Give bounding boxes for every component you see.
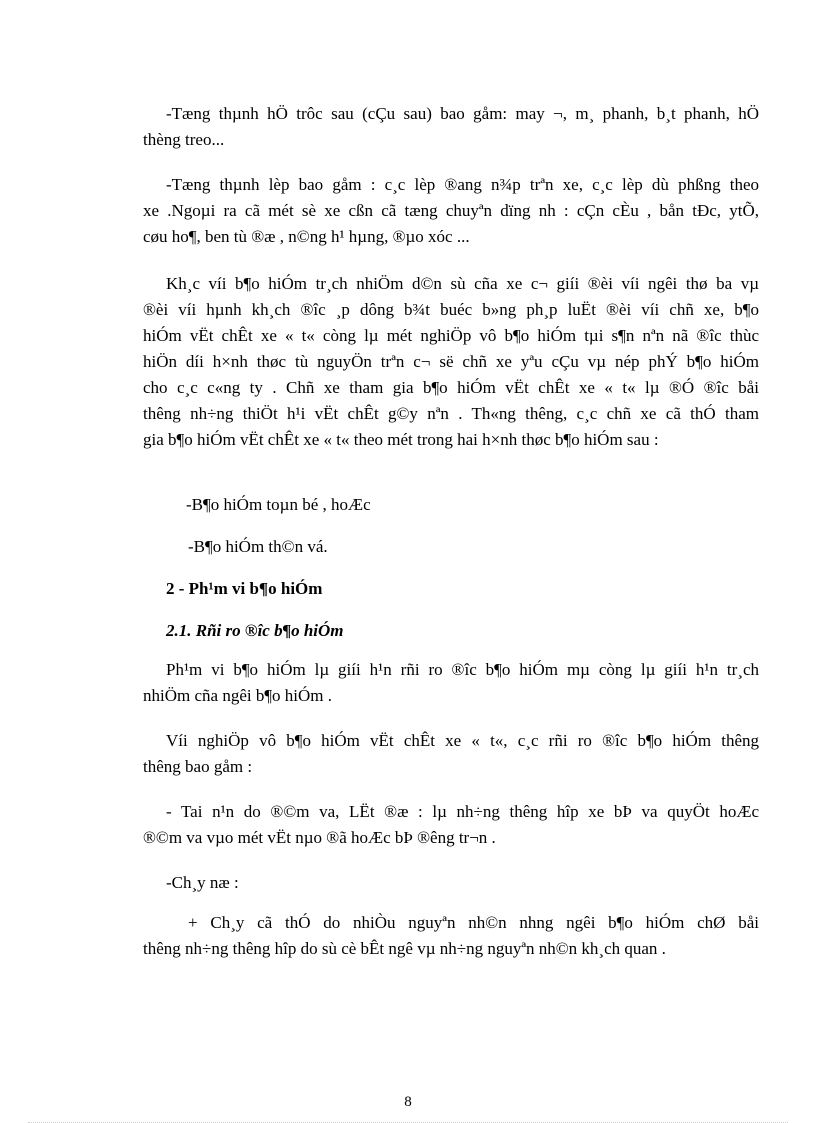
text-line: ®©m va vµo mét vËt nµo ®ã hoÆc bÞ ®êng tr¬n .	[143, 828, 496, 847]
text-line: ®èi víi hµnh kh¸ch ®îc ¸p dông b¾t buéc b»ng ph¸p luËt ®èi víi chñ xe, b¶o	[143, 300, 759, 319]
text-line: -Ch¸y næ :	[166, 873, 239, 892]
paragraph-fire	[143, 910, 759, 962]
paragraph-tires	[143, 172, 759, 250]
text-line: - Tai n¹n do ®©m va, LËt ®æ : lµ nh÷ng thêng hîp xe bÞ va quyÖt hoÆc	[166, 802, 759, 821]
paragraph-risks	[143, 728, 759, 780]
text-line: thêng nh÷ng thêng hîp do sù cè bÊt ngê vµ nh÷ng nguyªn nh©n kh¸ch quan .	[143, 939, 666, 958]
list-item-body-insurance	[143, 534, 759, 560]
text-line: thèng treo...	[143, 130, 225, 149]
text-line: hiÖn díi h×nh thøc tù nguyÖn trªn c¬ së chñ xe yªu cÇu vµ nép phÝ b¶o hiÓm	[143, 352, 759, 371]
text-line: nhiÖm cña ngêi b¶o hiÓm .	[143, 686, 333, 705]
page-number: 8	[404, 1094, 412, 1110]
paragraph-insurance-overview	[143, 271, 759, 453]
text-line: -B¶o hiÓm toµn bé , hoÆc	[186, 495, 371, 514]
text-line: hiÓm vËt chÊt xe « t« còng lµ mét nghiÖp vô b¶o hiÓm tµi s¶n nªn nã ®îc thùc	[143, 326, 759, 345]
text-line: Kh¸c víi b¶o hiÓm tr¸ch nhiÖm d©n sù cña xe c¬ giíi ®èi víi ngêi thø ba vµ	[166, 274, 759, 293]
text-line: Ph¹m vi b¶o hiÓm lµ giíi h¹n rñi ro ®îc b¶o hiÓm mµ còng lµ giíi h¹n tr¸ch	[166, 660, 759, 679]
paragraph-scope	[143, 657, 759, 709]
text-line: Víi nghiÖp vô b¶o hiÓm vËt chÊt xe « t«, c¸c rñi ro ®îc b¶o hiÓm thêng	[166, 731, 759, 750]
text-line: -Tæng thµnh hÖ trôc sau (cÇu sau) bao gåm: may ¬, m¸ phanh, b¸t phanh, hÖ	[166, 104, 759, 123]
text-line: thêng nh÷ng thiÖt h¹i vËt chÊt g©y nªn . Th«ng thêng, c¸c chñ xe cã thÓ tham	[143, 404, 759, 423]
paragraph-fire-heading	[143, 870, 759, 896]
paragraph-collision	[143, 799, 759, 851]
paragraph-rear-axle	[143, 101, 759, 153]
text-line: -B¶o hiÓm th©n vá.	[188, 537, 328, 556]
text-line: -Tæng thµnh lèp bao gåm : c¸c lèp ®ang n¾p trªn xe, c¸c lèp dù phßng theo	[166, 175, 759, 194]
text-line: gia b¶o hiÓm vËt chÊt xe « t« theo mét trong hai h×nh thøc b¶o hiÓm sau :	[143, 430, 659, 449]
text-line: cøu ho¶, ben tù ®æ , n©ng h¹ hµng, ®µo xóc ...	[143, 227, 470, 246]
text-line: cho c¸c c«ng ty . Chñ xe tham gia b¶o hiÓm vËt chÊt xe « t« lµ ®Ó ®îc båi	[143, 378, 759, 397]
list-item-full-insurance	[143, 492, 759, 518]
section-heading-text: 2 - Ph¹m vi b¶o hiÓm	[166, 579, 323, 598]
section-heading	[143, 576, 759, 602]
subsection-heading-text: 2.1. Rñi ro ®îc b¶o hiÓm	[166, 621, 344, 640]
text-line: xe .Ngoµi ra cã mét sè xe cßn cã tæng chuyªn dïng nh : cÇn cÈu , bån tÐc, ytÕ,	[143, 201, 759, 220]
text-line: + Ch¸y cã thÓ do nhiÒu nguyªn nh©n nhng ngêi b¶o hiÓm chØ båi	[188, 913, 759, 932]
subsection-heading	[143, 618, 759, 644]
text-line: thêng bao gåm :	[143, 757, 253, 776]
